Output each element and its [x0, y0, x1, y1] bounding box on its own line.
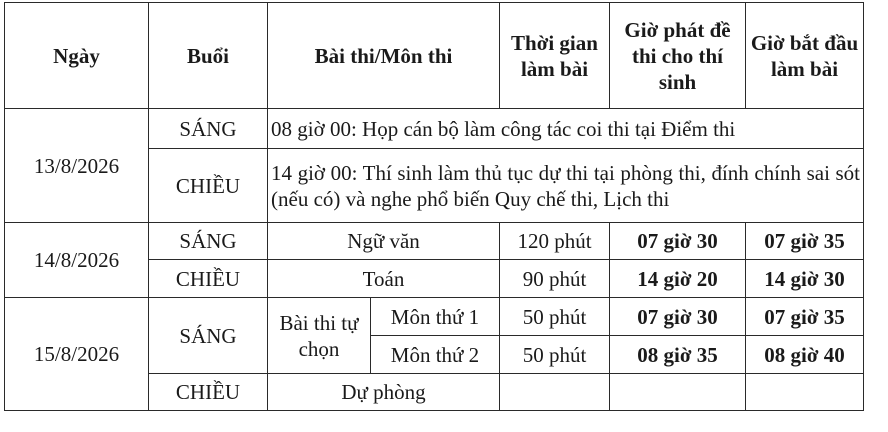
- date-cell: 13/8/2026: [5, 109, 149, 223]
- distribute-time-cell: 07 giờ 30: [610, 298, 746, 336]
- duration-cell: 50 phút: [500, 298, 610, 336]
- header-row: [5, 3, 864, 109]
- duration-cell: 120 phút: [500, 223, 610, 260]
- subject-cell: Toán: [268, 260, 500, 298]
- empty-cell: [746, 374, 864, 411]
- distribute-time-cell: 08 giờ 35: [610, 336, 746, 374]
- header-buoi: Buổi: [149, 3, 268, 109]
- session-cell: SÁNG: [149, 223, 268, 260]
- group-cell: Bài thi tự chọn: [268, 298, 371, 374]
- session-cell: CHIỀU: [149, 374, 268, 411]
- duration-cell: 50 phút: [500, 336, 610, 374]
- header-ngay: Ngày: [5, 3, 149, 109]
- header-giobatdau: Giờ bắt đầu làm bài: [746, 3, 864, 109]
- session-cell: CHIỀU: [149, 260, 268, 298]
- table-row: [5, 109, 864, 149]
- start-time-cell: 08 giờ 40: [746, 336, 864, 374]
- date-cell: 14/8/2026: [5, 223, 149, 298]
- distribute-time-cell: 07 giờ 30: [610, 223, 746, 260]
- session-cell: SÁNG: [149, 298, 268, 374]
- exam-schedule: [4, 2, 864, 411]
- empty-cell: [610, 374, 746, 411]
- subject-cell: Ngữ văn: [268, 223, 500, 260]
- date-cell: 15/8/2026: [5, 298, 149, 411]
- subject-cell: Môn thứ 2: [371, 336, 500, 374]
- subject-cell: Dự phòng: [268, 374, 500, 411]
- session-cell: SÁNG: [149, 109, 268, 149]
- duration-cell: 90 phút: [500, 260, 610, 298]
- session-cell: CHIỀU: [149, 149, 268, 223]
- subject-cell: Môn thứ 1: [371, 298, 500, 336]
- header-thoigian: Thời gian làm bài: [500, 3, 610, 109]
- empty-cell: [500, 374, 610, 411]
- table-row: [5, 223, 864, 260]
- exam-schedule-table: [4, 2, 864, 411]
- start-time-cell: 07 giờ 35: [746, 298, 864, 336]
- distribute-time-cell: 14 giờ 20: [610, 260, 746, 298]
- header-baithi: Bài thi/Môn thi: [268, 3, 500, 109]
- header-giophat: Giờ phát đề thi cho thí sinh: [610, 3, 746, 109]
- start-time-cell: 14 giờ 30: [746, 260, 864, 298]
- start-time-cell: 07 giờ 35: [746, 223, 864, 260]
- note-cell: 08 giờ 00: Họp cán bộ làm công tác coi thi tại Điểm thi: [268, 109, 864, 149]
- table-row: [5, 298, 864, 336]
- note-cell: 14 giờ 00: Thí sinh làm thủ tục dự thi tại phòng thi, đính chính sai sót (nếu có) và nghe phổ biến Quy chế thi, Lịch thi: [268, 149, 864, 223]
